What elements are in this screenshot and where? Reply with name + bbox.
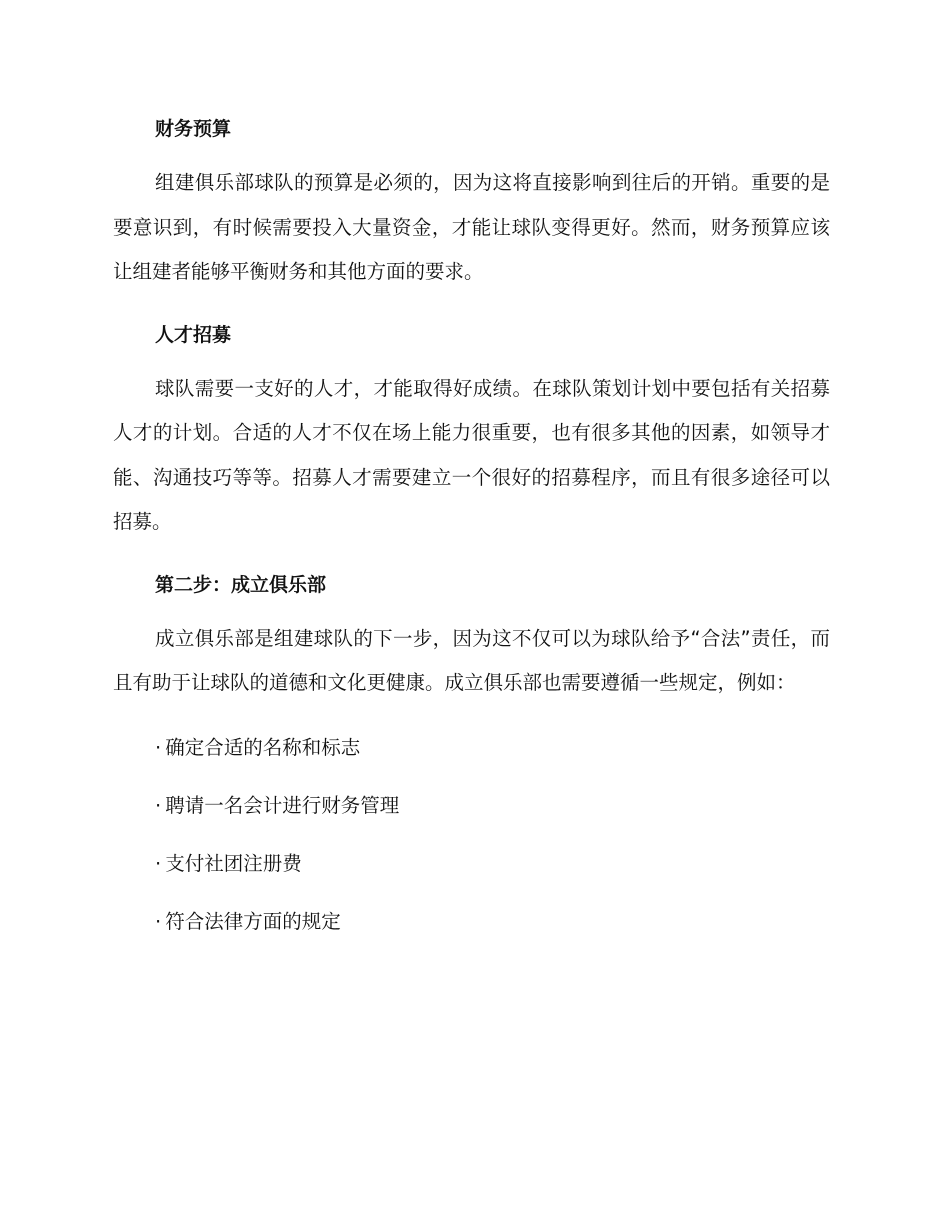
list-item-text: 确定合适的名称和标志	[165, 735, 361, 759]
bullet-icon: ·	[155, 851, 162, 875]
list-item	[113, 848, 830, 880]
list-item	[113, 906, 830, 938]
list-item	[113, 732, 830, 764]
list-item-text: 支付社团注册费	[165, 851, 302, 875]
section-paragraph: 组建俱乐部球队的预算是必须的，因为这将直接影响到往后的开销。重要的是要意识到，有时候需要投入大量资金，才能让球队变得更好。然而，财务预算应该让组建者能够平衡财务和其他方面的要求。	[113, 171, 830, 283]
bullet-icon: ·	[155, 735, 162, 759]
list-item	[113, 790, 830, 822]
list-item-text: 聘请一名会计进行财务管理	[165, 793, 400, 817]
list-item-text: 符合法律方面的规定	[165, 909, 341, 933]
section-paragraph: 成立俱乐部是组建球队的下一步，因为这不仅可以为球队给予“合法”责任，而且有助于让球队的道德和文化更健康。成立俱乐部也需要遵循一些规定，例如：	[113, 626, 830, 694]
section-talent-recruitment	[113, 319, 830, 545]
requirements-list	[113, 732, 830, 938]
bullet-icon: ·	[155, 909, 162, 933]
section-heading: 财务预算	[155, 118, 232, 140]
bullet-icon: ·	[155, 793, 162, 817]
section-heading: 第二步：成立俱乐部	[155, 573, 327, 596]
section-heading: 人才招募	[155, 323, 232, 346]
section-step-two-club	[113, 569, 830, 706]
section-financial-budget	[113, 113, 830, 295]
section-paragraph: 球队需要一支好的人才，才能取得好成绩。在球队策划计划中要包括有关招募人才的计划。合适的人才不仅在场上能力很重要，也有很多其他的因素，如领导才能、沟通技巧等等。招募人才需要建立一个很好的招募程序，而且有很多途径可以招募。	[113, 376, 830, 533]
